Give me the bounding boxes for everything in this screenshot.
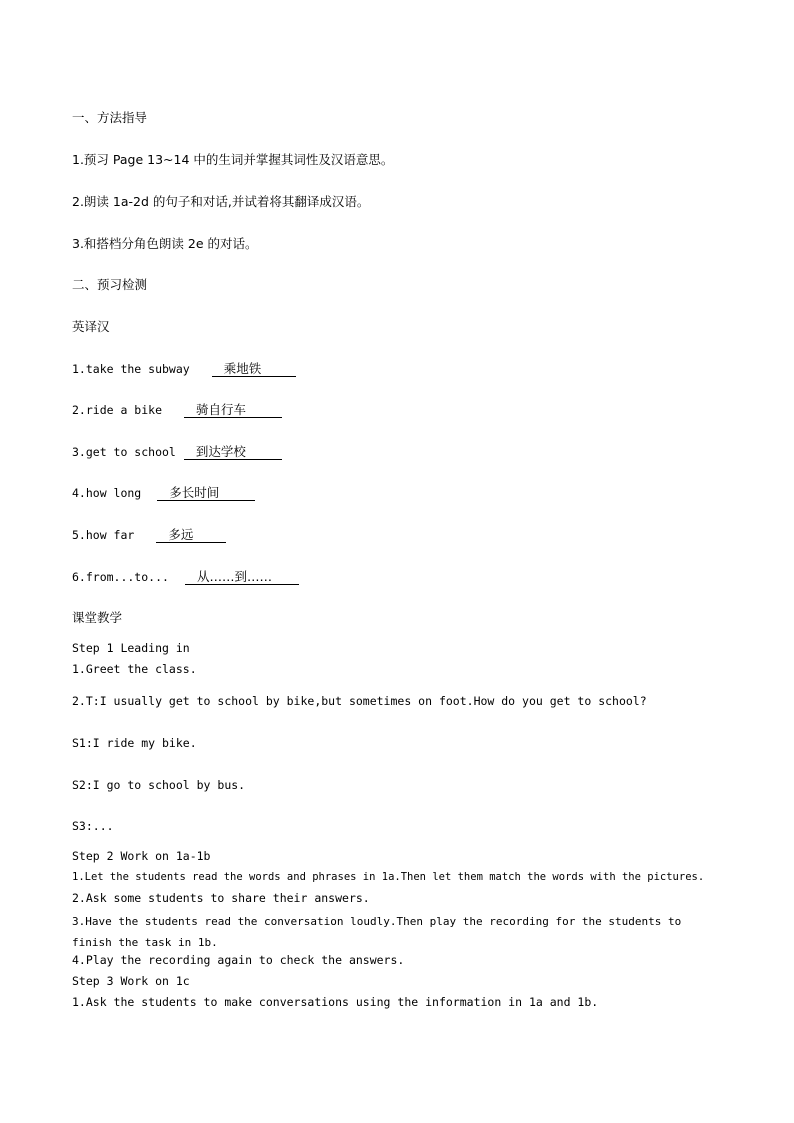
step1-line-1: 1.Greet the class.: [72, 662, 197, 676]
vocab-term: 1.take the subway: [72, 362, 190, 376]
vocab-item-1: [72, 361, 296, 377]
vocab-item-6: [72, 569, 299, 585]
vocab-term: 4.how long: [72, 486, 142, 500]
section1-item-3: 3.和搭档分角色朗读 2e 的对话。: [72, 236, 258, 251]
vocab-term: 5.how far: [72, 528, 135, 542]
section1-item-1: 1.预习 Page 13~14 中的生词并掌握其词性及汉语意思。: [72, 152, 394, 167]
step1-line-4: S2:I go to school by bus.: [72, 778, 246, 792]
step1-title: Step 1 Leading in: [72, 641, 190, 655]
vocab-term: 2.ride a bike: [72, 403, 163, 417]
step2-line-1: 1.Let the students read the words and phrases in 1a.Then let them match the words with the pictures.: [72, 871, 705, 883]
vocab-answer: 到达学校: [184, 445, 282, 460]
vocab-answer: 骑自行车: [184, 403, 282, 418]
step2-line-3: 3.Have the students read the conversation loudly.Then play the recording for the students to finish the task in 1b.: [72, 915, 682, 949]
section1-heading: 一、方法指导: [72, 110, 148, 125]
step2-line-4: 4.Play the recording again to check the answers.: [72, 953, 405, 967]
vocab-item-4: [72, 485, 255, 501]
section2-heading: 二、预习检测: [72, 277, 148, 292]
section2-subheading: 英译汉: [72, 319, 110, 334]
vocab-answer: 从……到……: [185, 570, 299, 585]
section1-item-2: 2.朗读 1a-2d 的句子和对话,并试着将其翻译成汉语。: [72, 194, 370, 209]
step3-title: Step 3 Work on 1c: [72, 974, 190, 988]
vocab-term: 3.get to school: [72, 445, 176, 459]
step2-line-2: 2.Ask some students to share their answers.: [72, 891, 370, 905]
step1-line-3: S1:I ride my bike.: [72, 736, 197, 750]
step3-line-1: 1.Ask the students to make conversations using the information in 1a and 1b.: [72, 995, 599, 1009]
step2-title: Step 2 Work on 1a-1b: [72, 849, 211, 863]
step1-line-2: 2.T:I usually get to school by bike,but sometimes on foot.How do you get to school?: [72, 694, 647, 708]
vocab-item-3: [72, 444, 282, 460]
vocab-term: 6.from...to...: [72, 570, 169, 584]
vocab-answer: 乘地铁: [212, 362, 296, 377]
vocab-item-2: [72, 402, 282, 418]
vocab-item-5: [72, 527, 226, 543]
vocab-answer: 多远: [156, 528, 226, 543]
teaching-heading: 课堂教学: [72, 610, 123, 625]
step1-line-5: S3:...: [72, 819, 114, 833]
vocab-answer: 多长时间: [157, 486, 255, 501]
